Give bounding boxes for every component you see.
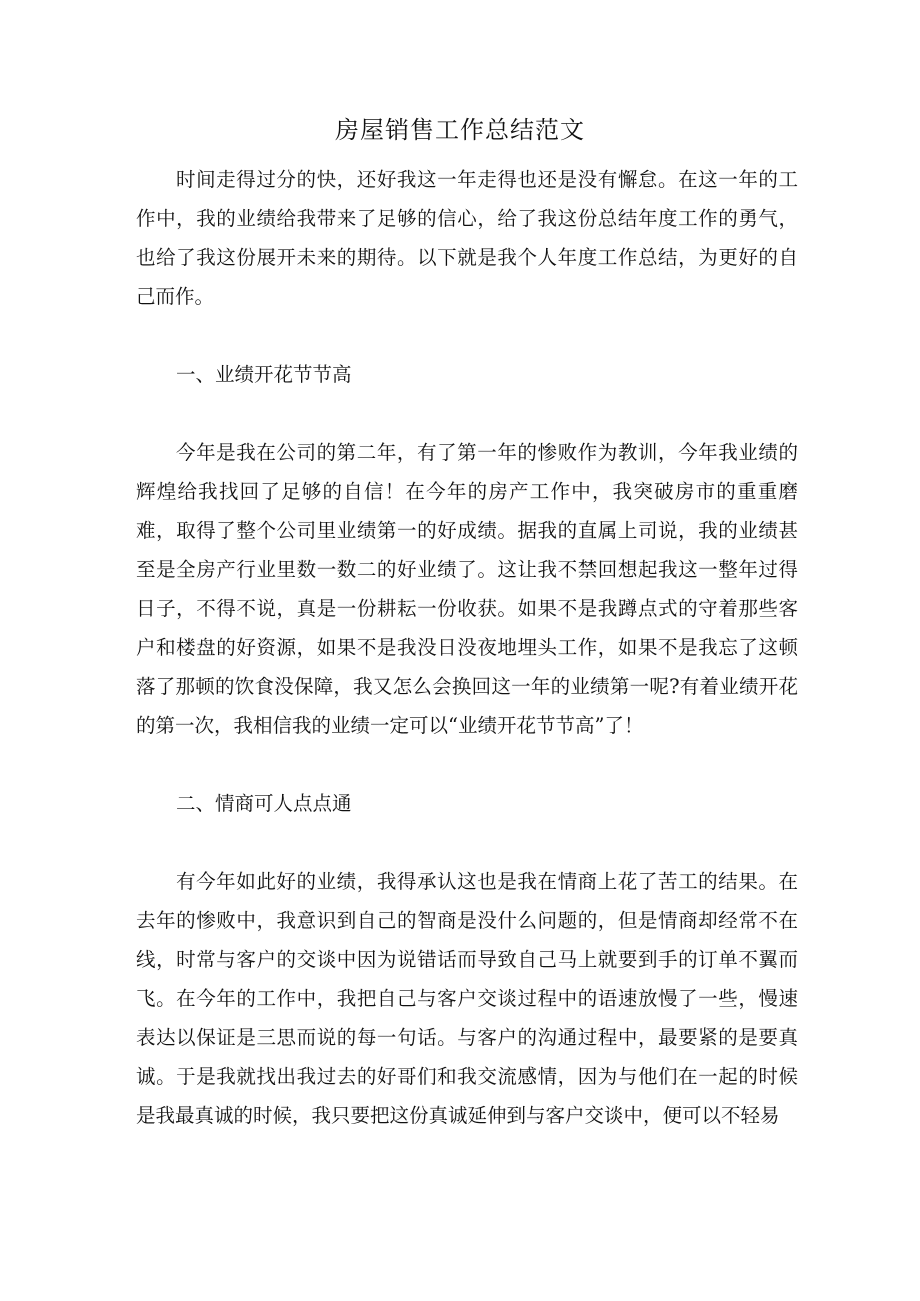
document-body bbox=[136, 160, 798, 1135]
section-2-paragraph: 有今年如此好的业绩，我得承认这也是我在情商上花了苦工的结果。在去年的惨败中，我意识到自己的智商是没什么问题的，但是情商却经常不在线，时常与客户的交谈中因为说错话而导致自己马上就要到手的订单不翼而飞。在今年的工作中，我把自己与客户交谈过程中的语速放慢了一些，慢速表达以保证是三思而说的每一句话。与客户的沟通过程中，最要紧的是要真诚。于是我就找出我过去的好哥们和我交流感情，因为与他们在一起的时候是我最真诚的时候，我只要把这份真诚延伸到与客户交谈中，便可以不轻易 bbox=[136, 870, 798, 1127]
section-1-paragraph: 今年是我在公司的第二年，有了第一年的惨败作为教训，今年我业绩的辉煌给我找回了足够的自信！在今年的房产工作中，我突破房市的重重磨难，取得了整个公司里业绩第一的好成绩。据我的直属上司说，我的业绩甚至是全房产行业里数一数二的好业绩了。这让我不禁回想起我这一整年过得日子，不得不说，真是一份耕耘一份收获。如果不是我蹲点式的守着那些客户和楼盘的好资源，如果不是我没日没夜地埋头工作，如果不是我忘了这顿落了那顿的饮食没保障，我又怎么会换回这一年的业绩第一呢?有着业绩开花的第一次，我相信我的业绩一定可以“业绩开花节节高”了！ bbox=[136, 441, 798, 737]
section-heading-2: 二、情商可人点点通 bbox=[176, 792, 352, 815]
section-heading-1: 一、业绩开花节节高 bbox=[176, 363, 352, 386]
document-title: 房屋销售工作总结范文 bbox=[335, 116, 585, 144]
intro-paragraph: 时间走得过分的快，还好我这一年走得也还是没有懈怠。在这一年的工作中，我的业绩给我带来了足够的信心，给了我这份总结年度工作的勇气，也给了我这份展开未来的期待。以下就是我个人年度工作总结，为更好的自己而作。 bbox=[136, 168, 798, 308]
